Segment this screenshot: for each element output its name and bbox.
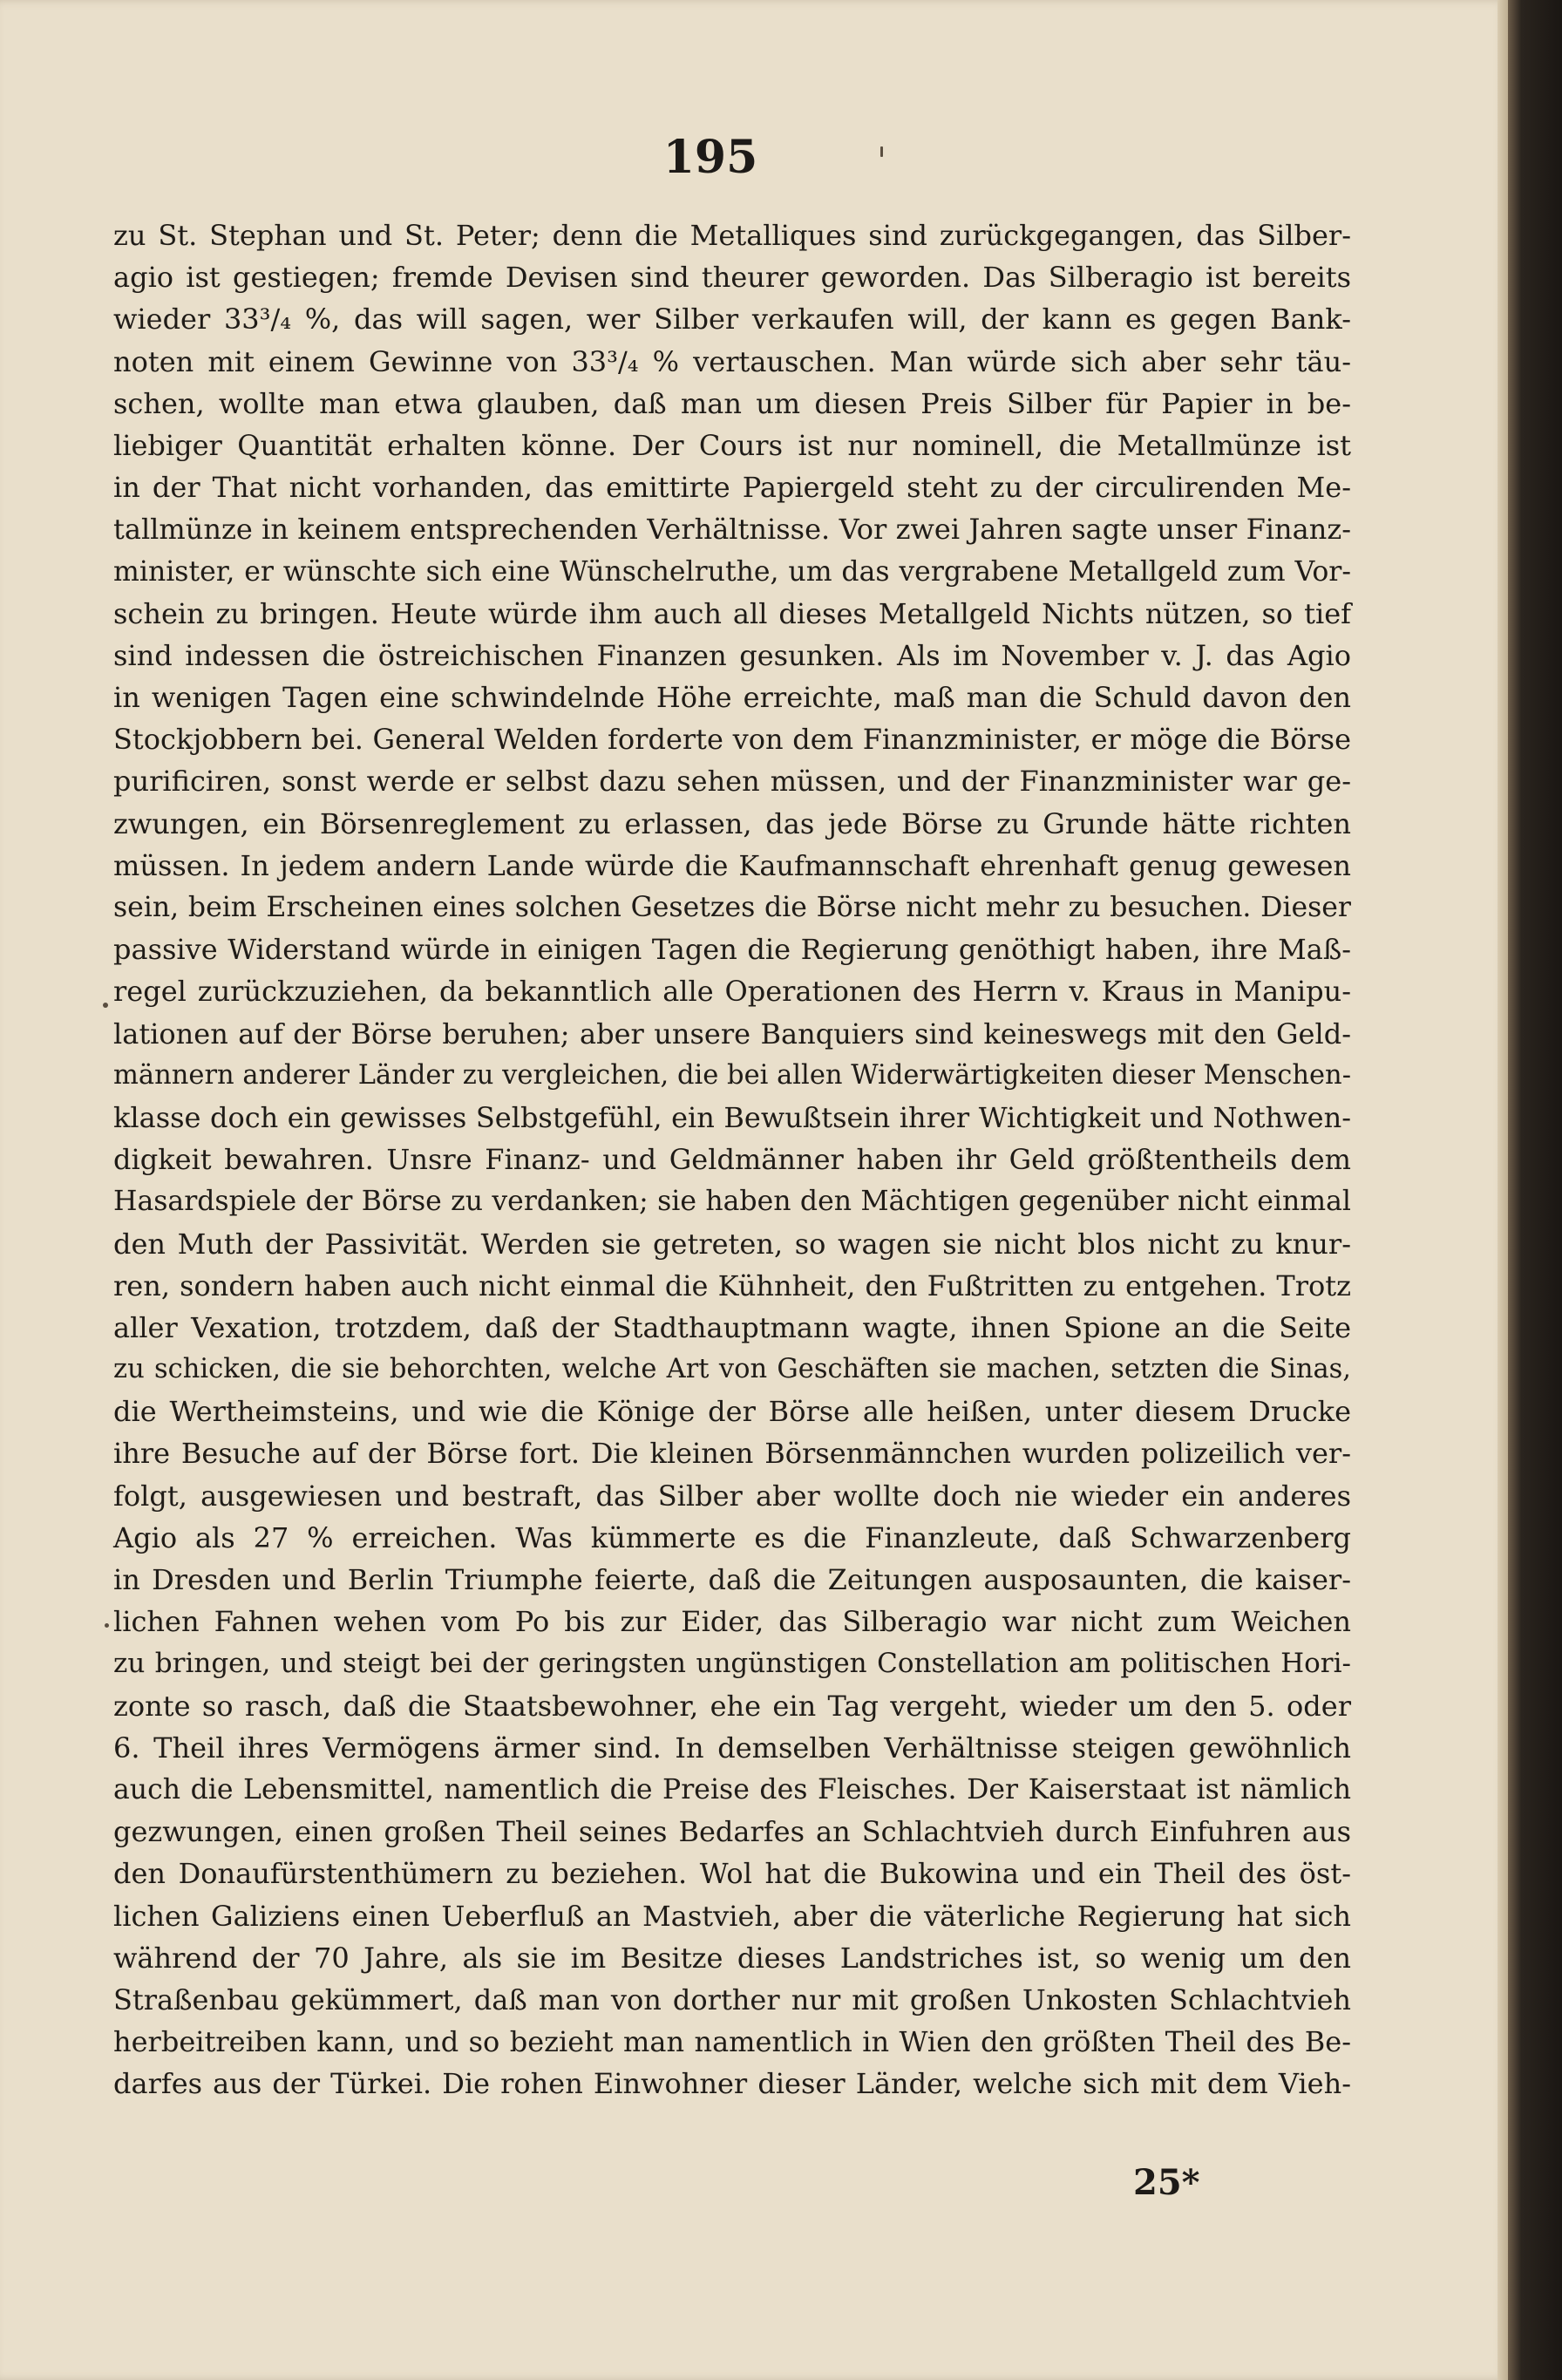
text-line: passive Widerstand würde in einigen Tagen die Regierung genöthigt haben, ihre Maß- (113, 933, 1351, 967)
text-line: zwungen, ein Börsenreglement zu erlassen, das jede Börse zu Grunde hätte richten (113, 806, 1351, 840)
text-line: sind indessen die östreichischen Finanzen gesunken. Als im November v. J. das Agio (113, 638, 1351, 672)
text-line: Agio als 27 % erreichen. Was kümmerte es die Finanzleute, daß Schwarzenberg (113, 1520, 1351, 1554)
text-line: lationen auf der Börse beruhen; aber unsere Banquiers sind keineswegs mit den Geld- (113, 1017, 1351, 1051)
text-line: minister, er wünschte sich eine Wünschelruthe, um das vergrabene Metallgeld zum Vor- (113, 555, 1351, 588)
scan-border (1508, 0, 1562, 2380)
text-line: lichen Galiziens einen Ueberfluß an Mastvieh, aber die väterliche Regierung hat sich (113, 1899, 1351, 1933)
paper-speck (880, 146, 883, 157)
paper-speck (103, 1003, 108, 1008)
text-line: purificiren, sonst werde er selbst dazu sehen müssen, und der Finanzminister war ge- (113, 765, 1351, 799)
text-line: männern anderer Länder zu vergleichen, die bei allen Widerwärtigkeiten dieser Menschen- (113, 1059, 1351, 1091)
text-line: ren, sondern haben auch nicht einmal die Kühnheit, den Fußtritten zu entgehen. Trotz (113, 1268, 1351, 1302)
text-line: ihre Besuche auf der Börse fort. Die kleinen Börsenmännchen wurden polizeilich ver- (113, 1437, 1351, 1471)
text-line: auch die Lebensmittel, namentlich die Preise des Fleisches. Der Kaiserstaat ist nämlich (113, 1773, 1351, 1805)
text-line: aller Vexation, trotzdem, daß der Stadthauptmann wagte, ihnen Spione an die Seite (113, 1310, 1351, 1344)
text-line: 6. Theil ihres Vermögens ärmer sind. In demselben Verhältnisse steigen gewöhnlich (113, 1731, 1351, 1765)
paper-speck (105, 1623, 109, 1628)
text-line: klasse doch ein gewisses Selbstgefühl, ein Bewußtsein ihrer Wichtigkeit und Nothwen- (113, 1100, 1351, 1134)
text-line: den Donaufürstenthümern zu beziehen. Wol hat die Bukowina und ein Theil des öst- (113, 1857, 1351, 1891)
text-line: zu schicken, die sie behorchten, welche Art von Geschäften sie machen, setzten die Sinas, (113, 1354, 1351, 1385)
text-line: zu St. Stephan und St. Peter; denn die Metalliques sind zurückgegangen, das Silber- (113, 219, 1351, 252)
text-line: regel zurückzuziehen, da bekanntlich alle Operationen des Herrn v. Kraus in Manipu- (113, 975, 1351, 1009)
text-line: Hasardspiele der Börse zu verdanken; sie haben den Mächtigen gegenüber nicht einmal (113, 1186, 1351, 1218)
text-line: während der 70 Jahre, als sie im Besitze dieses Landstriches ist, so wenig um den (113, 1941, 1351, 1975)
signature-mark: 25* (1133, 2162, 1200, 2203)
text-line: lichen Fahnen wehen vom Po bis zur Eider, das Silberagio war nicht zum Weichen (113, 1605, 1351, 1639)
page-number: 195 (662, 131, 758, 184)
text-line: agio ist gestiegen; fremde Devisen sind theurer geworden. Das Silberagio ist bereits (113, 261, 1351, 295)
text-line: Stockjobbern bei. General Welden forderte von dem Finanzminister, er möge die Börse (113, 723, 1351, 757)
text-line: in wenigen Tagen eine schwindelnde Höhe erreichte, maß man die Schuld davon den (113, 681, 1351, 715)
text-line: darfes aus der Türkei. Die rohen Einwohner dieser Länder, welche sich mit dem Vieh- (113, 2067, 1351, 2101)
body-text (113, 214, 1351, 2105)
text-line: Straßenbau gekümmert, daß man von dorther nur mit großen Unkosten Schlachtvieh (113, 1982, 1351, 2016)
text-line: folgt, ausgewiesen und bestraft, das Silber aber wollte doch nie wieder ein anderes (113, 1479, 1351, 1513)
text-line: in Dresden und Berlin Triumphe feierte, daß die Zeitungen ausposaunten, die kaiser- (113, 1563, 1351, 1596)
text-line: sein, beim Erscheinen eines solchen Gesetzes die Börse nicht mehr zu besuchen. Dieser (113, 892, 1351, 923)
text-line: den Muth der Passivität. Werden sie getreten, so wagen sie nicht blos nicht zu knur- (113, 1227, 1351, 1261)
text-line: die Wertheimsteins, und wie die Könige der Börse alle heißen, unter diesem Drucke (113, 1395, 1351, 1429)
text-line: herbeitreiben kann, und so bezieht man namentlich in Wien den größten Theil des Be- (113, 2025, 1351, 2059)
text-line: zu bringen, und steigt bei der geringsten ungünstigen Constellation am politischen Hori- (113, 1648, 1351, 1680)
text-line: wieder 33³/₄ %, das will sagen, wer Silber verkaufen will, der kann es gegen Bank- (113, 303, 1351, 337)
text-line: liebiger Quantität erhalten könne. Der Cours ist nur nominell, die Metallmünze ist (113, 428, 1351, 462)
text-line: müssen. In jedem andern Lande würde die Kaufmannschaft ehrenhaft genug gewesen (113, 848, 1351, 882)
text-line: noten mit einem Gewinne von 33³/₄ % vertauschen. Man würde sich aber sehr täu- (113, 344, 1351, 378)
text-line: digkeit bewahren. Unsre Finanz- und Geldmänner haben ihr Geld größtentheils dem (113, 1143, 1351, 1177)
text-line: schen, wollte man etwa glauben, daß man um diesen Preis Silber für Papier in be- (113, 386, 1351, 420)
text-line: schein zu bringen. Heute würde ihm auch all dieses Metallgeld Nichts nützen, so tief (113, 596, 1351, 630)
text-line: tallmünze in keinem entsprechenden Verhältnisse. Vor zwei Jahren sagte unser Finanz- (113, 513, 1351, 547)
text-line: gezwungen, einen großen Theil seines Bedarfes an Schlachtvieh durch Einfuhren aus (113, 1815, 1351, 1849)
text-line: in der That nicht vorhanden, das emittirte Papiergeld steht zu der circulirenden Me- (113, 471, 1351, 505)
text-line: zonte so rasch, daß die Staatsbewohner, ehe ein Tag vergeht, wieder um den 5. oder (113, 1689, 1351, 1723)
